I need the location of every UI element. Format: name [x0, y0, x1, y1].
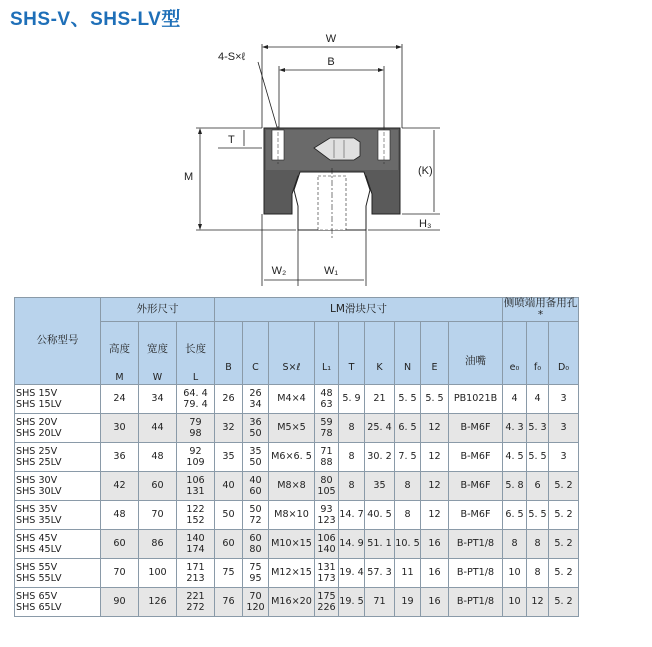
col-header: L₁ — [315, 322, 339, 385]
cell-f0: 5. 5 — [527, 443, 549, 472]
cell-model: SHS 65V SHS 65LV — [15, 588, 101, 617]
cell-M: 70 — [101, 559, 139, 588]
cell-C: 40 60 — [243, 472, 269, 501]
cell-D0: 5. 2 — [549, 588, 579, 617]
col-header: e₀ — [503, 322, 527, 385]
cell-S: M10×15 — [269, 530, 315, 559]
col-header: 长度 L — [177, 322, 215, 385]
cell-W: 60 — [139, 472, 177, 501]
cell-K: 25. 4 — [365, 414, 395, 443]
cell-model: SHS 15V SHS 15LV — [15, 385, 101, 414]
cell-W: 126 — [139, 588, 177, 617]
cell-L: 79 98 — [177, 414, 215, 443]
cell-D0: 5. 2 — [549, 501, 579, 530]
cell-model: SHS 25V SHS 25LV — [15, 443, 101, 472]
table-row — [15, 385, 579, 414]
table-body — [15, 385, 579, 617]
cell-C: 60 80 — [243, 530, 269, 559]
cell-L: 64. 4 79. 4 — [177, 385, 215, 414]
header-block: LM滑块尺寸 — [215, 298, 503, 322]
cell-W: 100 — [139, 559, 177, 588]
cell-E: 12 — [421, 414, 449, 443]
cell-f0: 8 — [527, 530, 549, 559]
label-k: (K) — [418, 165, 433, 177]
cell-grease: B-M6F — [449, 443, 503, 472]
cell-W: 70 — [139, 501, 177, 530]
cell-E: 12 — [421, 501, 449, 530]
col-header: E — [421, 322, 449, 385]
cell-S: M8×8 — [269, 472, 315, 501]
cell-W: 86 — [139, 530, 177, 559]
cell-e0: 10 — [503, 588, 527, 617]
col-header: T — [339, 322, 365, 385]
cell-W: 34 — [139, 385, 177, 414]
col-header: 宽度 W — [139, 322, 177, 385]
cell-S: M4×4 — [269, 385, 315, 414]
cell-K: 51. 1 — [365, 530, 395, 559]
cell-T: 5. 9 — [339, 385, 365, 414]
col-header: D₀ — [549, 322, 579, 385]
cell-C: 35 50 — [243, 443, 269, 472]
cell-f0: 12 — [527, 588, 549, 617]
col-header: 油嘴 — [449, 322, 503, 385]
cell-N: 6. 5 — [395, 414, 421, 443]
label-s: 4-S×ℓ — [218, 51, 246, 63]
col-header: B — [215, 322, 243, 385]
cell-B: 40 — [215, 472, 243, 501]
cell-S: M5×5 — [269, 414, 315, 443]
cell-N: 8 — [395, 501, 421, 530]
cell-D0: 5. 2 — [549, 559, 579, 588]
cell-C: 70 120 — [243, 588, 269, 617]
label-w2: W₂ — [271, 265, 287, 277]
cell-M: 42 — [101, 472, 139, 501]
cell-e0: 6. 5 — [503, 501, 527, 530]
header-side: 侧喷端用备用孔* — [503, 297, 578, 321]
cell-C: 75 95 — [243, 559, 269, 588]
cell-L1: 175 226 — [315, 588, 339, 617]
cell-L: 106 131 — [177, 472, 215, 501]
cell-L1: 106 140 — [315, 530, 339, 559]
spec-table — [14, 297, 579, 617]
cell-T: 14. 7 — [339, 501, 365, 530]
cell-E: 16 — [421, 588, 449, 617]
cell-L1: 93 123 — [315, 501, 339, 530]
col-header: 高度 M — [101, 322, 139, 385]
cell-B: 75 — [215, 559, 243, 588]
cross-section-drawing — [0, 0, 652, 297]
cell-f0: 5. 5 — [527, 501, 549, 530]
table-row — [15, 530, 579, 559]
cell-M: 30 — [101, 414, 139, 443]
cell-S: M16×20 — [269, 588, 315, 617]
cell-model: SHS 45V SHS 45LV — [15, 530, 101, 559]
cell-E: 5. 5 — [421, 385, 449, 414]
cell-e0: 10 — [503, 559, 527, 588]
cell-B: 32 — [215, 414, 243, 443]
cell-D0: 5. 2 — [549, 530, 579, 559]
cell-L1: 59 78 — [315, 414, 339, 443]
cell-model: SHS 20V SHS 20LV — [15, 414, 101, 443]
cell-D0: 3 — [549, 385, 579, 414]
s-leader — [258, 62, 279, 134]
cell-W: 48 — [139, 443, 177, 472]
label-m: M — [184, 171, 194, 183]
cell-E: 16 — [421, 530, 449, 559]
cell-T: 14. 9 — [339, 530, 365, 559]
cell-grease: B-M6F — [449, 501, 503, 530]
cell-T: 19. 4 — [339, 559, 365, 588]
cell-e0: 4. 5 — [503, 443, 527, 472]
cell-B: 50 — [215, 501, 243, 530]
cell-L: 122 152 — [177, 501, 215, 530]
cell-K: 57. 3 — [365, 559, 395, 588]
page-title: SHS-V、SHS-LV型 — [10, 9, 181, 30]
cell-K: 35 — [365, 472, 395, 501]
cell-L: 221 272 — [177, 588, 215, 617]
cell-f0: 6 — [527, 472, 549, 501]
header-model: 公称型号 — [15, 298, 101, 385]
cell-E: 12 — [421, 443, 449, 472]
cell-C: 36 50 — [243, 414, 269, 443]
cell-D0: 3 — [549, 443, 579, 472]
cell-D0: 3 — [549, 414, 579, 443]
cell-N: 5. 5 — [395, 385, 421, 414]
cell-e0: 4 — [503, 385, 527, 414]
cell-B: 76 — [215, 588, 243, 617]
cell-N: 19 — [395, 588, 421, 617]
col-header: f₀ — [527, 322, 549, 385]
cell-D0: 5. 2 — [549, 472, 579, 501]
cell-T: 8 — [339, 472, 365, 501]
label-w: W — [325, 33, 337, 45]
table-row — [15, 501, 579, 530]
cell-S: M8×10 — [269, 501, 315, 530]
cell-f0: 8 — [527, 559, 549, 588]
col-header: N — [395, 322, 421, 385]
cell-E: 16 — [421, 559, 449, 588]
table-row — [15, 443, 579, 472]
cell-K: 71 — [365, 588, 395, 617]
cell-f0: 4 — [527, 385, 549, 414]
col-header: K — [365, 322, 395, 385]
cell-C: 26 34 — [243, 385, 269, 414]
table-row — [15, 559, 579, 588]
cell-T: 19. 5 — [339, 588, 365, 617]
header-outer: 外形尺寸 — [101, 298, 215, 322]
cell-K: 30. 2 — [365, 443, 395, 472]
cell-L1: 48 63 — [315, 385, 339, 414]
cell-L: 171 213 — [177, 559, 215, 588]
cell-E: 12 — [421, 472, 449, 501]
cell-B: 60 — [215, 530, 243, 559]
col-header: S×ℓ — [269, 322, 315, 385]
cell-grease: B-PT1/8 — [449, 530, 503, 559]
cell-W: 44 — [139, 414, 177, 443]
cell-N: 7. 5 — [395, 443, 421, 472]
cell-N: 10. 5 — [395, 530, 421, 559]
label-t: T — [228, 134, 235, 146]
cell-model: SHS 35V SHS 35LV — [15, 501, 101, 530]
cell-M: 36 — [101, 443, 139, 472]
cell-f0: 5. 3 — [527, 414, 549, 443]
table-row — [15, 414, 579, 443]
cell-N: 8 — [395, 472, 421, 501]
cell-M: 48 — [101, 501, 139, 530]
cell-grease: B-PT1/8 — [449, 588, 503, 617]
cell-K: 21 — [365, 385, 395, 414]
cell-C: 50 72 — [243, 501, 269, 530]
cell-L1: 71 88 — [315, 443, 339, 472]
label-h3: H₃ — [419, 218, 432, 230]
cell-grease: B-M6F — [449, 414, 503, 443]
cell-N: 11 — [395, 559, 421, 588]
cell-M: 24 — [101, 385, 139, 414]
cell-e0: 8 — [503, 530, 527, 559]
cell-L1: 80 105 — [315, 472, 339, 501]
cell-M: 60 — [101, 530, 139, 559]
cell-S: M6×6. 5 — [269, 443, 315, 472]
cell-model: SHS 30V SHS 30LV — [15, 472, 101, 501]
cell-grease: B-PT1/8 — [449, 559, 503, 588]
cell-K: 40. 5 — [365, 501, 395, 530]
col-header: C — [243, 322, 269, 385]
cell-L: 92 109 — [177, 443, 215, 472]
table-row — [15, 472, 579, 501]
cell-model: SHS 55V SHS 55LV — [15, 559, 101, 588]
table-row — [15, 588, 579, 617]
cell-M: 90 — [101, 588, 139, 617]
cell-L1: 131 173 — [315, 559, 339, 588]
cell-grease: B-M6F — [449, 472, 503, 501]
cell-T: 8 — [339, 414, 365, 443]
cell-T: 8 — [339, 443, 365, 472]
label-b: B — [327, 56, 335, 68]
cell-e0: 5. 8 — [503, 472, 527, 501]
cell-e0: 4. 3 — [503, 414, 527, 443]
cell-S: M12×15 — [269, 559, 315, 588]
label-w1: W₁ — [323, 265, 339, 277]
cell-grease: PB1021B — [449, 385, 503, 414]
cell-B: 26 — [215, 385, 243, 414]
cell-L: 140 174 — [177, 530, 215, 559]
cell-B: 35 — [215, 443, 243, 472]
